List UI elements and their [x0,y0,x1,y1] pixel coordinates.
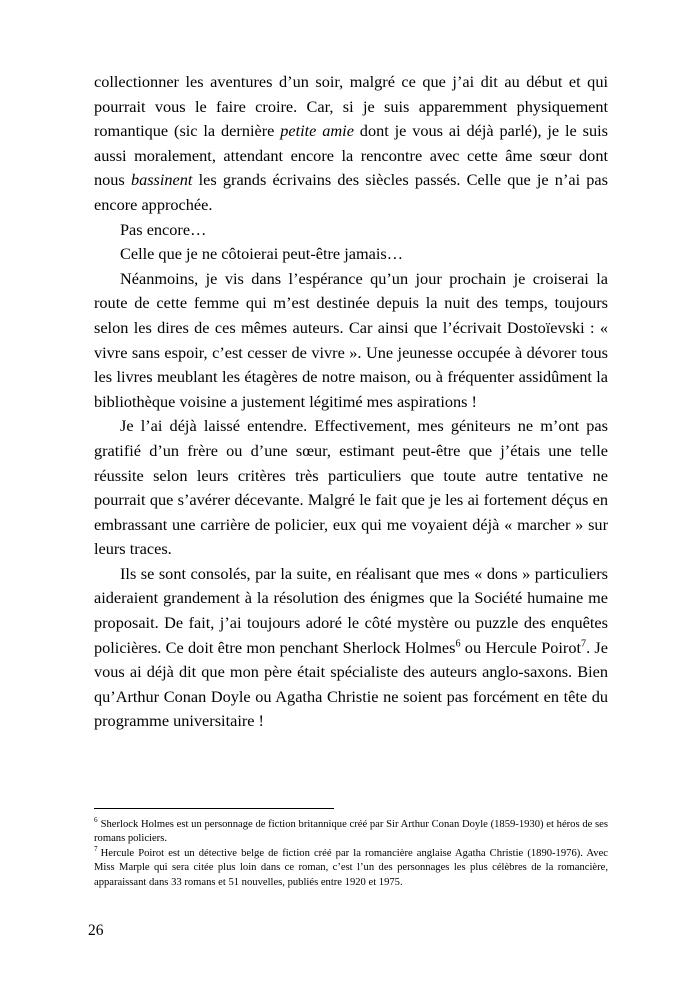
page-body-text [94,70,608,734]
footnote-section [94,808,608,890]
body-paragraph: Je l’ai déjà laissé entendre. Effectivement, mes géniteurs ne m’ont pas gratifié d’un frère ou d’une sœur, estimant peut-être que j’étais une telle réussite selon leurs critères très particuliers que toute autre tentative ne pourrait que s’avérer décevante. Malgré le fait que je les ai fortement déçus en embrassant une carrière de policier, eux qui me voyaient déjà « marcher » sur leurs traces. [94,416,608,559]
footnote-text: Sherlock Holmes est un personnage de fiction britannique créé par Sir Arthur Conan Doyle (1859-1930) et héros de ses romans policiers. [94,819,608,845]
emphasis-text: petite amie [280,121,354,141]
footnote-separator-rule [94,808,334,809]
body-paragraph: Celle que je ne côtoierai peut-être jamais… [120,244,403,264]
body-paragraph: Néanmoins, je vis dans l’espérance qu’un jour prochain je croiserai la route de cette femme qui m’est destinée depuis la nuit des temps, toujours selon les dires de ces mêmes auteurs. Car ainsi que l’écrivait Dostoïevski : « vivre sans espoir, c’est cesser de vivre ». Une jeunesse occupée à dévorer tous les livres meublant les étagères de notre maison, ou à fréquenter assidûment la bibliothèque voisine a justement légitimé mes aspirations ! [94,268,608,411]
body-paragraph-list [94,70,608,734]
body-paragraph: collectionner les aventures d’un soir, malgré ce que j’ai dit au début et qui pourrait vous le faire croire. Car, si je suis apparemment physiquement romantique (sic la dernière petite amie dont je vous ai déjà parlé), je le suis aussi moralement, attendant encore la rencontre avec cette âme sœur dont nous bassinent les grands écrivains des siècles passés. Celle que je n’ai pas encore approchée. [94,72,608,214]
footnote-list [94,818,608,890]
footnote-item-7 [94,847,608,890]
footnote-marker-7: 7 [94,845,98,854]
footnote-reference-6[interactable]: 6 [455,638,461,650]
footnote-text: Hercule Poirot est un détective belge de fiction créé par la romancière anglaise Agatha Christie (1890-1976). Avec Miss Marple qui sera citée plus loin dans ce roman, c’est l’un des personnages les plus célèbres de la romancière, apparaissant dans 33 romans et 51 nouvelles, publiés entre 1920 et 1975. [94,847,608,888]
footnote-reference-7[interactable]: 7 [581,638,587,650]
page-number: 26 [88,922,104,939]
body-paragraph: Pas encore… [120,219,207,239]
body-paragraph: Ils se sont consolés, par la suite, en réalisant que mes « dons » particuliers aideraient grandement à la résolution des énigmes que la Société humaine me proposait. De fait, j’ai toujours adoré le côté mystère ou puzzle des enquêtes policières. Ce doit être mon penchant Sherlock Holmes$^6$ ou Hercule Poirot$^7$. Je vous ai déjà dit que mon père était spécialiste des auteurs anglo-saxons. Bien qu’Arthur Conan Doyle ou Agatha Christie ne soient pas forcément en tête du programme universitaire ! [94,563,608,731]
footnote-item-6 [94,818,608,847]
footnote-marker-6: 6 [94,816,98,825]
emphasis-text: bassinent [130,170,193,190]
